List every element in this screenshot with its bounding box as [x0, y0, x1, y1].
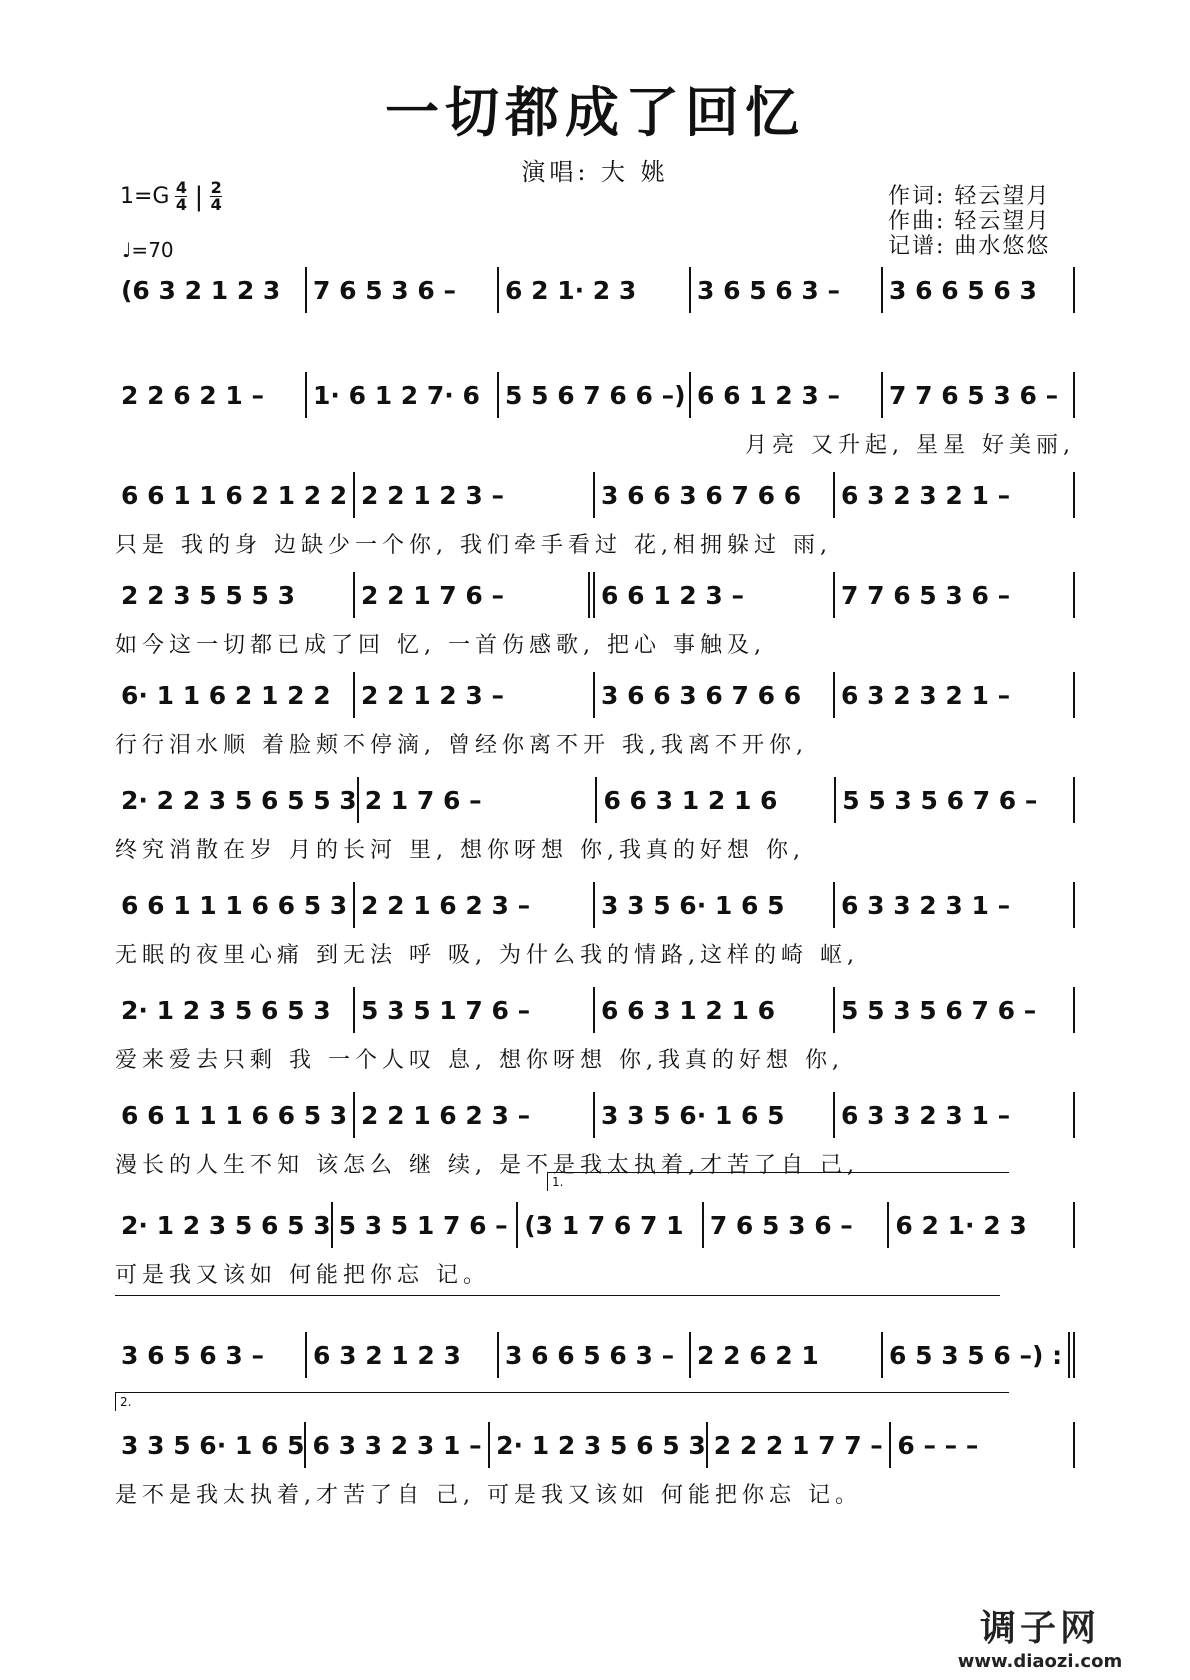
measure: 6· 1 1 6 2 1 2 2 — [121, 680, 331, 710]
lyricist-credit: 作词: 轻云望月 — [888, 184, 1051, 209]
notation-line — [115, 470, 1075, 520]
measure: 6 – – – — [897, 1430, 979, 1460]
lyrics-line: 爱来爱去只剩 我 一个人叹 息, 想你呀想 你,我真的好想 你, — [115, 1048, 844, 1073]
measure: 6 2 1· 2 3 — [505, 275, 637, 305]
time-signature-divider: | — [194, 181, 204, 212]
watermark-site-name: 调子网 — [979, 1608, 1100, 1649]
measure: 2 2 6 2 1 — [697, 1340, 819, 1370]
barline — [1073, 372, 1075, 418]
measure: 5 5 3 5 6 7 6 – — [841, 995, 1037, 1025]
measure: 1· 6 1 2 7· 6 — [313, 380, 480, 410]
measure: 3 6 6 5 6 3 — [889, 275, 1037, 305]
measure: 2· 1 2 3 5 6 5 3 — [121, 995, 331, 1025]
lyrics-line: 月亮 又升起, 星星 好美丽, — [745, 433, 1075, 458]
barline — [1073, 1202, 1075, 1248]
measure: 3 3 5 6· 1 6 5 — [601, 890, 785, 920]
measure: 5 3 5 1 7 6 – — [338, 1210, 508, 1240]
time-signature-2: $\frac{2}{4}$ — [210, 178, 222, 214]
measure: 3 6 6 5 6 3 – — [505, 1340, 675, 1370]
measure: 6 6 1 2 3 – — [697, 380, 840, 410]
barline — [1073, 267, 1075, 313]
measure: 2 1 7 6 – — [364, 785, 482, 815]
notation-line — [115, 1090, 1075, 1140]
notation-line — [115, 370, 1075, 420]
measure: 6 3 3 2 3 1 – — [841, 1100, 1011, 1130]
measure: 6 6 1 2 3 – — [601, 580, 744, 610]
lyrics-line: 如今这一切都已成了回 忆, 一首伤感歌, 把心 事触及, — [115, 633, 766, 658]
lyrics-line: 行行泪水顺 着脸颊不停滴, 曾经你离不开 我,我离不开你, — [115, 733, 808, 758]
measure: 2 2 3 5 5 5 3 — [121, 580, 295, 610]
tempo-marking: ♩=70 — [122, 238, 174, 262]
notation-line — [115, 985, 1075, 1035]
measure: 6 6 3 1 2 1 6 — [601, 995, 775, 1025]
key-label: 1=G — [120, 184, 170, 209]
barline — [1073, 1092, 1075, 1138]
measure: 6 2 1· 2 3 — [895, 1210, 1027, 1240]
measure: 6 6 1 1 6 2 1 2 2 — [121, 480, 348, 510]
measure: 3 3 5 6· 1 6 5 — [601, 1100, 785, 1130]
notation-line — [115, 1200, 1075, 1250]
barline — [1073, 572, 1075, 618]
lyrics-line: 可是我又该如 何能把你忘 记。 — [115, 1263, 490, 1288]
notation-line — [115, 265, 1075, 315]
barline — [1073, 1422, 1075, 1468]
barline — [1073, 672, 1075, 718]
composer-credit: 作曲: 轻云望月 — [888, 209, 1051, 234]
notation-line — [115, 1420, 1075, 1470]
measure: 6 3 3 2 3 1 – — [312, 1430, 482, 1460]
measure: 7 7 6 5 3 6 – — [841, 580, 1011, 610]
measure: 3 6 6 3 6 7 6 6 — [601, 480, 802, 510]
lyrics-line: 只是 我的身 边缺少一个你, 我们牵手看过 花,相拥躲过 雨, — [115, 533, 832, 558]
key-signature — [120, 180, 222, 213]
barline — [1073, 472, 1075, 518]
volta-bracket: 1. — [547, 1172, 1009, 1191]
lyrics-line: 无眠的夜里心痛 到无法 呼 吸, 为什么我的情路,这样的崎 岖, — [115, 943, 859, 968]
song-title: 一切都成了回忆 — [385, 80, 805, 144]
measure: (6 3 2 1 2 3 — [121, 275, 281, 305]
singer-credit: 演唱: 大 姚 — [521, 158, 669, 186]
lyrics-line: 终究消散在岁 月的长河 里, 想你呀想 你,我真的好想 你, — [115, 838, 805, 863]
measure: (3 1 7 6 7 1 — [524, 1210, 684, 1240]
measure: 7 7 6 5 3 6 – — [889, 380, 1059, 410]
measure: 2 2 2 1 7 7 – — [713, 1430, 883, 1460]
transcriber-credit: 记谱: 曲水悠悠 — [888, 234, 1051, 259]
measure: 6 3 3 2 3 1 – — [841, 890, 1011, 920]
measure: 2 2 1 2 3 – — [361, 480, 504, 510]
watermark-url: www.diaozi.com — [957, 1651, 1123, 1672]
measure: 6 3 2 1 2 3 — [313, 1340, 461, 1370]
measure: 2 2 1 7 6 – — [361, 580, 504, 610]
measure: 2· 2 2 3 5 6 5 5 3 — [121, 785, 357, 815]
lyrics-line: 漫长的人生不知 该怎么 继 续, 是不是我太执着,才苦了自 己, — [115, 1153, 859, 1178]
measure: 3 6 5 6 3 – — [697, 275, 840, 305]
measure: 5 5 6 7 6 6 –) — [505, 380, 686, 410]
measure: 6 3 2 3 2 1 – — [841, 480, 1011, 510]
measure: 3 3 5 6· 1 6 5 — [121, 1430, 305, 1460]
divider-line — [115, 1295, 1000, 1296]
lyrics-line: 是不是我太执着,才苦了自 己, 可是我又该如 何能把你忘 记。 — [115, 1483, 862, 1508]
measure: 2 2 1 2 3 – — [361, 680, 504, 710]
notation-line — [115, 570, 1075, 620]
time-signature-1: $\frac{4}{4}$ — [175, 178, 188, 214]
measure: 2· 1 2 3 5 6 5 3 — [496, 1430, 706, 1460]
measure: 2· 1 2 3 5 6 5 3 — [121, 1210, 331, 1240]
notation-line — [115, 1330, 1075, 1380]
measure: 7 6 5 3 6 – — [313, 275, 456, 305]
measure: 6 3 2 3 2 1 – — [841, 680, 1011, 710]
barline — [1073, 777, 1075, 823]
measure: 7 6 5 3 6 – — [709, 1210, 853, 1240]
measure: 5 5 3 5 6 7 6 – — [842, 785, 1038, 815]
credits-block — [888, 184, 1050, 259]
measure: 3 6 6 3 6 7 6 6 — [601, 680, 802, 710]
notation-line — [115, 775, 1075, 825]
measure: 6 6 1 1 1 6 6 5 3 — [121, 1100, 348, 1130]
measure: 2 2 6 2 1 – — [121, 380, 264, 410]
measure: 6 5 3 5 6 –) : — [889, 1340, 1063, 1370]
site-watermark — [940, 1600, 1140, 1672]
measure: 2 2 1 6 2 3 – — [361, 1100, 531, 1130]
measure: 5 3 5 1 7 6 – — [361, 995, 531, 1025]
measure: 3 6 5 6 3 – — [121, 1340, 264, 1370]
notation-line — [115, 670, 1075, 720]
barline — [1073, 987, 1075, 1033]
volta-bracket: 2. — [115, 1392, 1009, 1411]
barline — [1073, 1332, 1075, 1378]
measure: 6 6 3 1 2 1 6 — [603, 785, 778, 815]
measure: 6 6 1 1 1 6 6 5 3 — [121, 890, 348, 920]
barline — [1073, 882, 1075, 928]
notation-line — [115, 880, 1075, 930]
measure: 2 2 1 6 2 3 – — [361, 890, 531, 920]
